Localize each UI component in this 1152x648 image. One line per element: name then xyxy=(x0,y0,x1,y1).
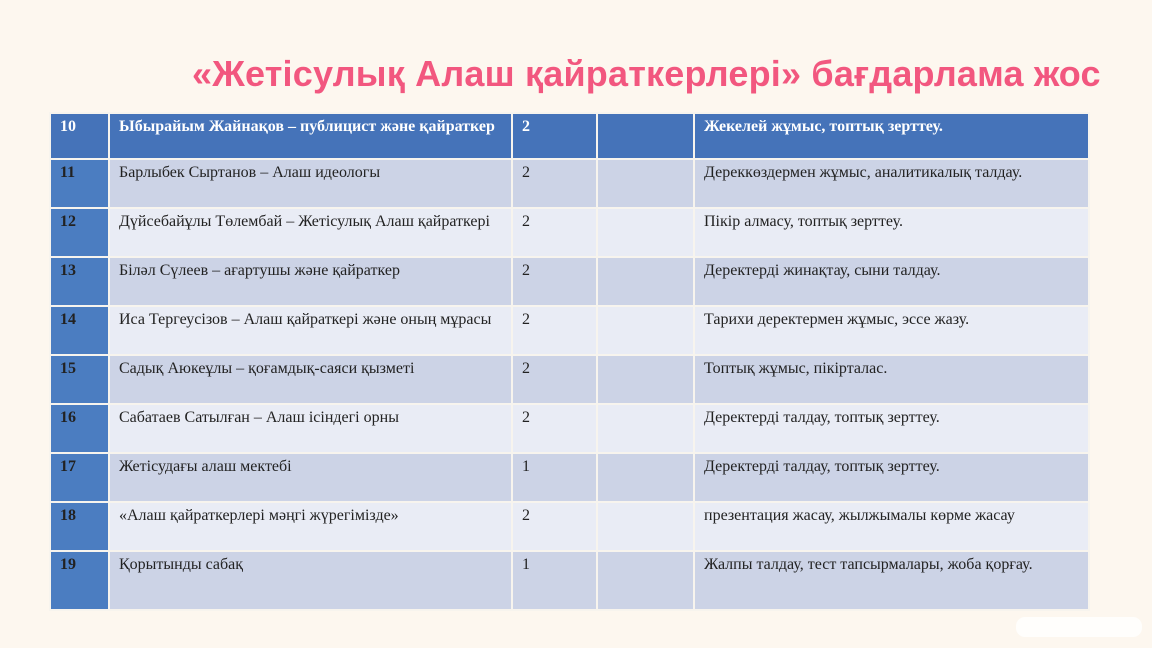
table-row xyxy=(50,257,1089,306)
topic-cell: Сабатаев Сатылған – Алаш ісіндегі орны xyxy=(109,404,512,453)
hours-cell: 2 xyxy=(512,502,597,551)
activity-cell: Деректерді талдау, топтық зерттеу. xyxy=(694,453,1089,502)
watermark-box xyxy=(1016,617,1142,637)
topic-cell: Қорытынды сабақ xyxy=(109,551,512,610)
row-number-cell: 10 xyxy=(50,113,109,159)
row-number-cell: 12 xyxy=(50,208,109,257)
hours-cell: 2 xyxy=(512,306,597,355)
activity-cell: Топтық жұмыс, пікірталас. xyxy=(694,355,1089,404)
hours-cell: 1 xyxy=(512,453,597,502)
empty-cell xyxy=(597,257,694,306)
activity-cell: Тарихи деректермен жұмыс, эссе жазу. xyxy=(694,306,1089,355)
row-number-cell: 17 xyxy=(50,453,109,502)
empty-cell xyxy=(597,502,694,551)
program-plan-table xyxy=(49,112,1090,611)
table-row xyxy=(50,551,1089,610)
activity-cell: Деректерді жинақтау, сыни талдау. xyxy=(694,257,1089,306)
topic-cell: Барлыбек Сыртанов – Алаш идеологы xyxy=(109,159,512,208)
row-number-cell: 19 xyxy=(50,551,109,610)
hours-cell: 2 xyxy=(512,159,597,208)
hours-cell: 1 xyxy=(512,551,597,610)
row-number-cell: 14 xyxy=(50,306,109,355)
activity-cell: Жекелей жұмыс, топтық зерттеу. xyxy=(694,113,1089,159)
empty-cell xyxy=(597,113,694,159)
empty-cell xyxy=(597,208,694,257)
hours-cell: 2 xyxy=(512,208,597,257)
table-row xyxy=(50,208,1089,257)
activity-cell: презентация жасау, жылжымалы көрме жасау xyxy=(694,502,1089,551)
empty-cell xyxy=(597,551,694,610)
topic-cell: Біләл Сүлеев – ағартушы және қайраткер xyxy=(109,257,512,306)
row-number-cell: 13 xyxy=(50,257,109,306)
row-number-cell: 18 xyxy=(50,502,109,551)
empty-cell xyxy=(597,306,694,355)
activity-cell: Пікір алмасу, топтық зерттеу. xyxy=(694,208,1089,257)
hours-cell: 2 xyxy=(512,404,597,453)
table-row xyxy=(50,113,1089,159)
row-number-cell: 16 xyxy=(50,404,109,453)
empty-cell xyxy=(597,453,694,502)
topic-cell: «Алаш қайраткерлері мәңгі жүрегімізде» xyxy=(109,502,512,551)
topic-cell: Ыбырайым Жайнақов – публицист және қайраткер xyxy=(109,113,512,159)
row-number-cell: 15 xyxy=(50,355,109,404)
hours-cell: 2 xyxy=(512,355,597,404)
activity-cell: Дереккөздермен жұмыс, аналитикалық талдау. xyxy=(694,159,1089,208)
activity-cell: Жалпы талдау, тест тапсырмалары, жоба қорғау. xyxy=(694,551,1089,610)
table-row xyxy=(50,404,1089,453)
slide-title: «Жетісулық Алаш қайраткерлері» бағдарлама жос xyxy=(192,53,1101,94)
table-row xyxy=(50,306,1089,355)
hours-cell: 2 xyxy=(512,257,597,306)
topic-cell: Дүйсебайұлы Төлембай – Жетісулық Алаш қайраткері xyxy=(109,208,512,257)
empty-cell xyxy=(597,404,694,453)
hours-cell: 2 xyxy=(512,113,597,159)
empty-cell xyxy=(597,159,694,208)
empty-cell xyxy=(597,355,694,404)
topic-cell: Иса Тергеусізов – Алаш қайраткері және оның мұрасы xyxy=(109,306,512,355)
row-number-cell: 11 xyxy=(50,159,109,208)
table-row xyxy=(50,159,1089,208)
table-row xyxy=(50,355,1089,404)
table-row xyxy=(50,502,1089,551)
activity-cell: Деректерді талдау, топтық зерттеу. xyxy=(694,404,1089,453)
table-row xyxy=(50,453,1089,502)
topic-cell: Садық Аюкеұлы – қоғамдық-саяси қызметі xyxy=(109,355,512,404)
topic-cell: Жетісудағы алаш мектебі xyxy=(109,453,512,502)
